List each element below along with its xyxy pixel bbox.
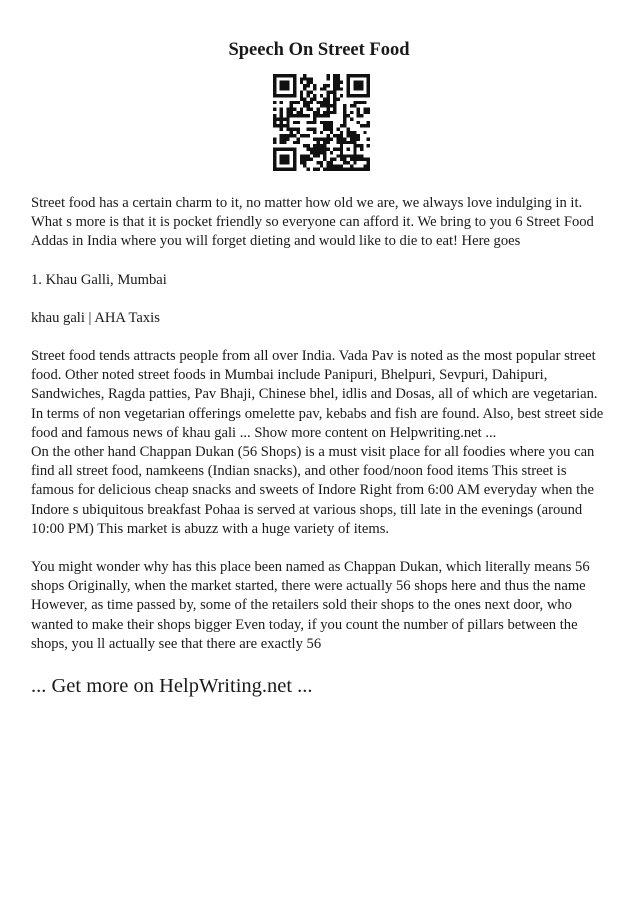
get-more-link[interactable]: ... Get more on HelpWriting.net ... bbox=[31, 675, 313, 698]
paragraph-intro: Street food has a certain charm to it, no matter how old we are, we always love indulging in it. What s more is that it is pocket friendly so everyone can afford it. We bring to you 6 Street Food Addas in India where you will forget dieting and would like to die to eat! Here goes bbox=[31, 195, 594, 250]
document-body bbox=[31, 194, 611, 699]
qr-code-icon bbox=[273, 74, 370, 171]
document-title: Speech On Street Food bbox=[228, 40, 410, 60]
paragraph-caption: khau gali | AHA Taxis bbox=[31, 309, 160, 326]
paragraph-heading-khau-galli: 1. Khau Galli, Mumbai bbox=[31, 271, 167, 288]
paragraph-chappan-dukan: On the other hand Chappan Dukan (56 Shops) is a must visit place for all foodies where you can find all street food, namkeens (Indian snacks), and other food/noon food items This street is famous for delicious cheap snacks and sweets of Indore Right from 6:00 AM everyday when the Indore s ubiquitous breakfast Pohaa is served at various shops, till late in the evenings (around 10:00 PM) This market is abuzz with a huge variety of items. bbox=[31, 444, 595, 537]
paragraph-name-origin: You might wonder why has this place been named as Chappan Dukan, which literally means 56 shops Originally, when the market started, there were actually 56 shops here and thus the name However, as time passed by, some of the retailers sold their shops to the ones next door, who wanted to make their shops bigger Even today, if you count the number of pillars between the shops, you ll actually see that there are exactly 56 bbox=[31, 559, 590, 652]
paragraph-mumbai-street-food: Street food tends attracts people from all over India. Vada Pav is noted as the most popular street food. Other noted street foods in Mumbai include Panipuri, Bhelpuri, Sevpuri, Dahipuri, Sandwiches, Ragda patties, Pav Bhaji, Chinese bhel, idlis and Dosas, all of which are vegetarian. In terms of non vegetarian offerings omelette pav, kebabs and fish are found. Also, best street side food and famous news of khau gali ... Show more content on Helpwriting.net ... bbox=[31, 348, 604, 441]
